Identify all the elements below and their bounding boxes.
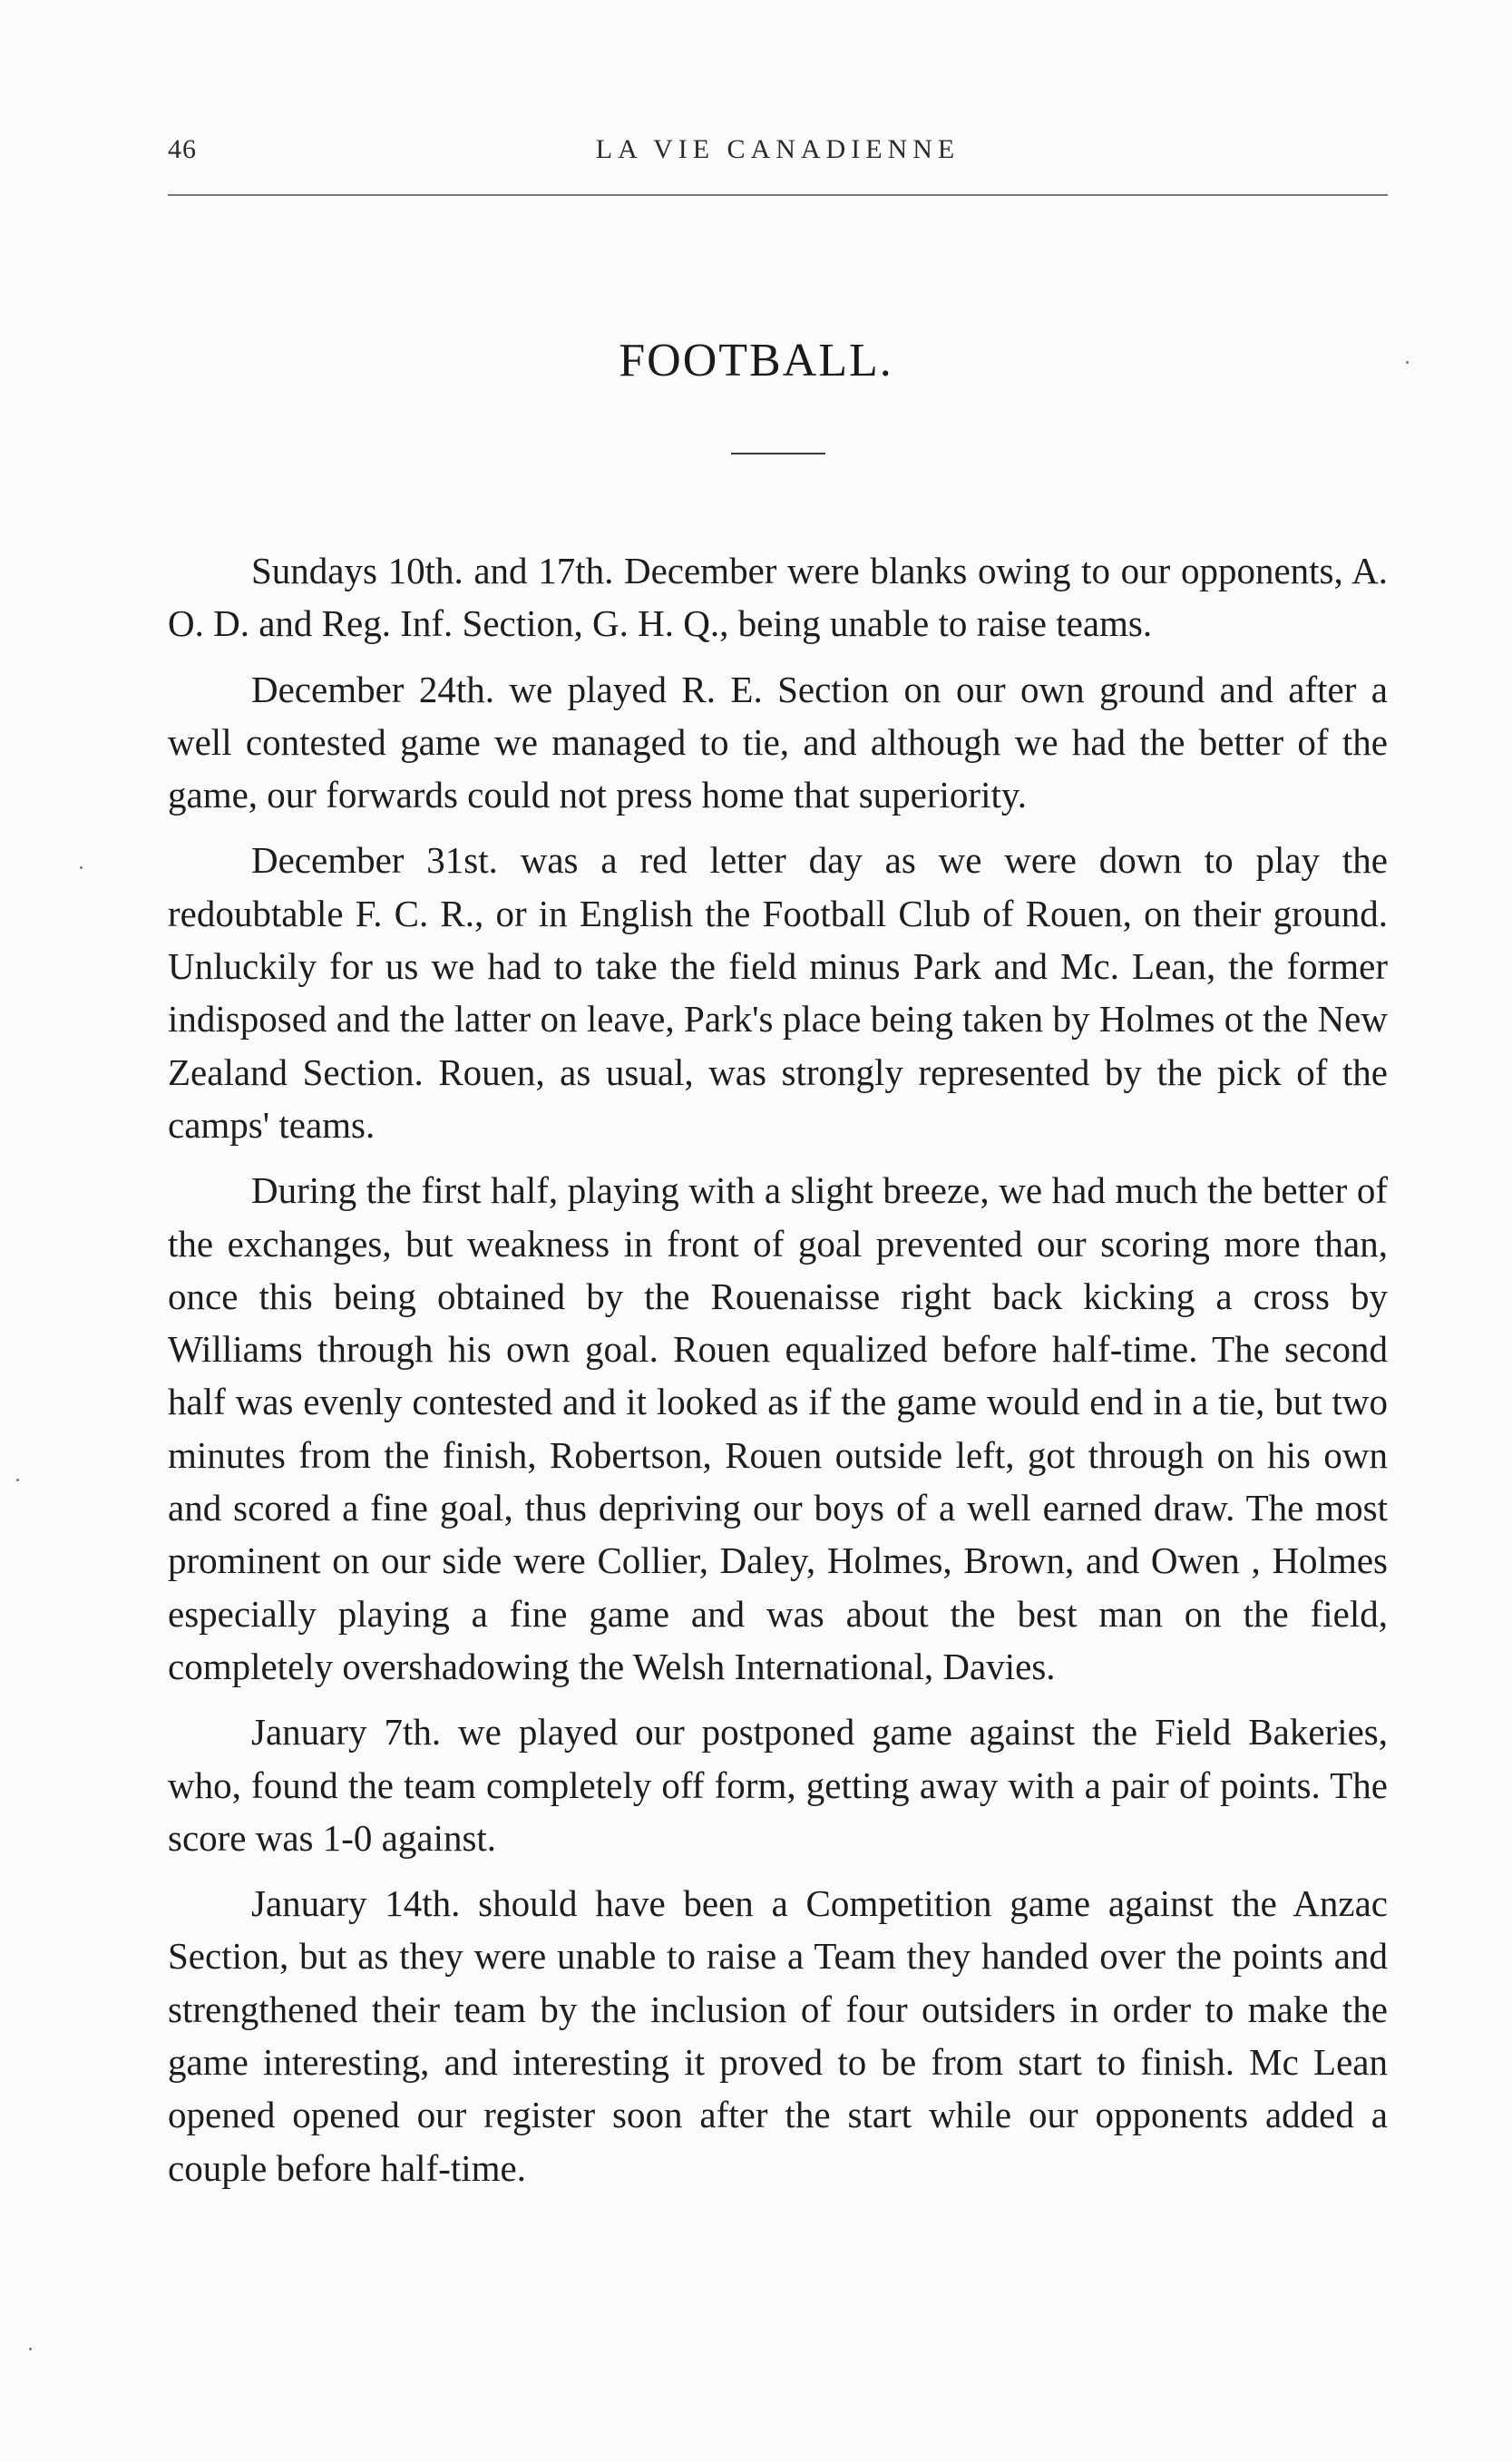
print-speck: [80, 866, 83, 869]
header-rule: [168, 194, 1388, 196]
paragraph: December 24th. we played R. E. Section on our own ground and after a well contested game we managed to tie, and although we had the better of the game, our forwards could not press home that superiority.: [168, 668, 1388, 816]
paragraph: Sundays 10th. and 17th. December were blanks owing to our opponents, A. O. D. and Reg. Inf. Section, G. H. Q., being unable to raise teams.: [168, 550, 1388, 645]
paragraph: During the first half, playing with a slight breeze, we had much the better of the exchanges, but weakness in front of goal prevented our scoring more than, once this being obtained by the Rouenaisse right back kicking a cross by Williams through his own goal. Rouen equalized before half-time. The second half was evenly contested and it looked as if the game would end in a tie, but two minutes from the finish, Robertson, Rouen outside left, got through on his own and scored a fine goal, thus depriving our boys of a well earned draw. The most prominent on our side were Collier, Daley, Holmes, Brown, and Owen , Holmes especially playing a fine game and was about the best man on the field, completely overshadowing the Welsh International, Davies.: [168, 1169, 1388, 1687]
print-speck: [16, 1479, 19, 1481]
print-speck: [1406, 361, 1409, 364]
paragraph: January 7th. we played our postponed game against the Field Bakeries, who, found the team completely off form, getting away with a pair of points. The score was 1-0 against.: [168, 1711, 1388, 1859]
paragraph: January 14th. should have been a Competition game against the Anzac Section, but as they were unable to raise a Team they handed over the points and strengthened their team by the inclusion of four outsiders in order to make the game interesting, and interesting it proved to be from start to finish. Mc Lean opened opened our register soon after the start while our opponents added a couple before half-time.: [168, 1882, 1388, 2189]
page-header: [168, 134, 1388, 189]
title-divider: [731, 453, 825, 454]
page-number: 46: [168, 134, 197, 164]
article-body: [168, 544, 1388, 2198]
print-speck: [29, 2348, 32, 2350]
article-title: FOOTBALL.: [619, 335, 893, 386]
running-title: LA VIE CANADIENNE: [595, 134, 961, 164]
paragraph: December 31st. was a red letter day as we were down to play the redoubtable F. C. R., or in English the Football Club of Rouen, on their ground. Unluckily for us we had to take the field minus Park and Mc. Lean, the former indisposed and the latter on leave, Park's place being taken by Holmes ot the New Zealand Section. Rouen, as usual, was strongly represented by the pick of the camps' teams.: [168, 839, 1388, 1146]
